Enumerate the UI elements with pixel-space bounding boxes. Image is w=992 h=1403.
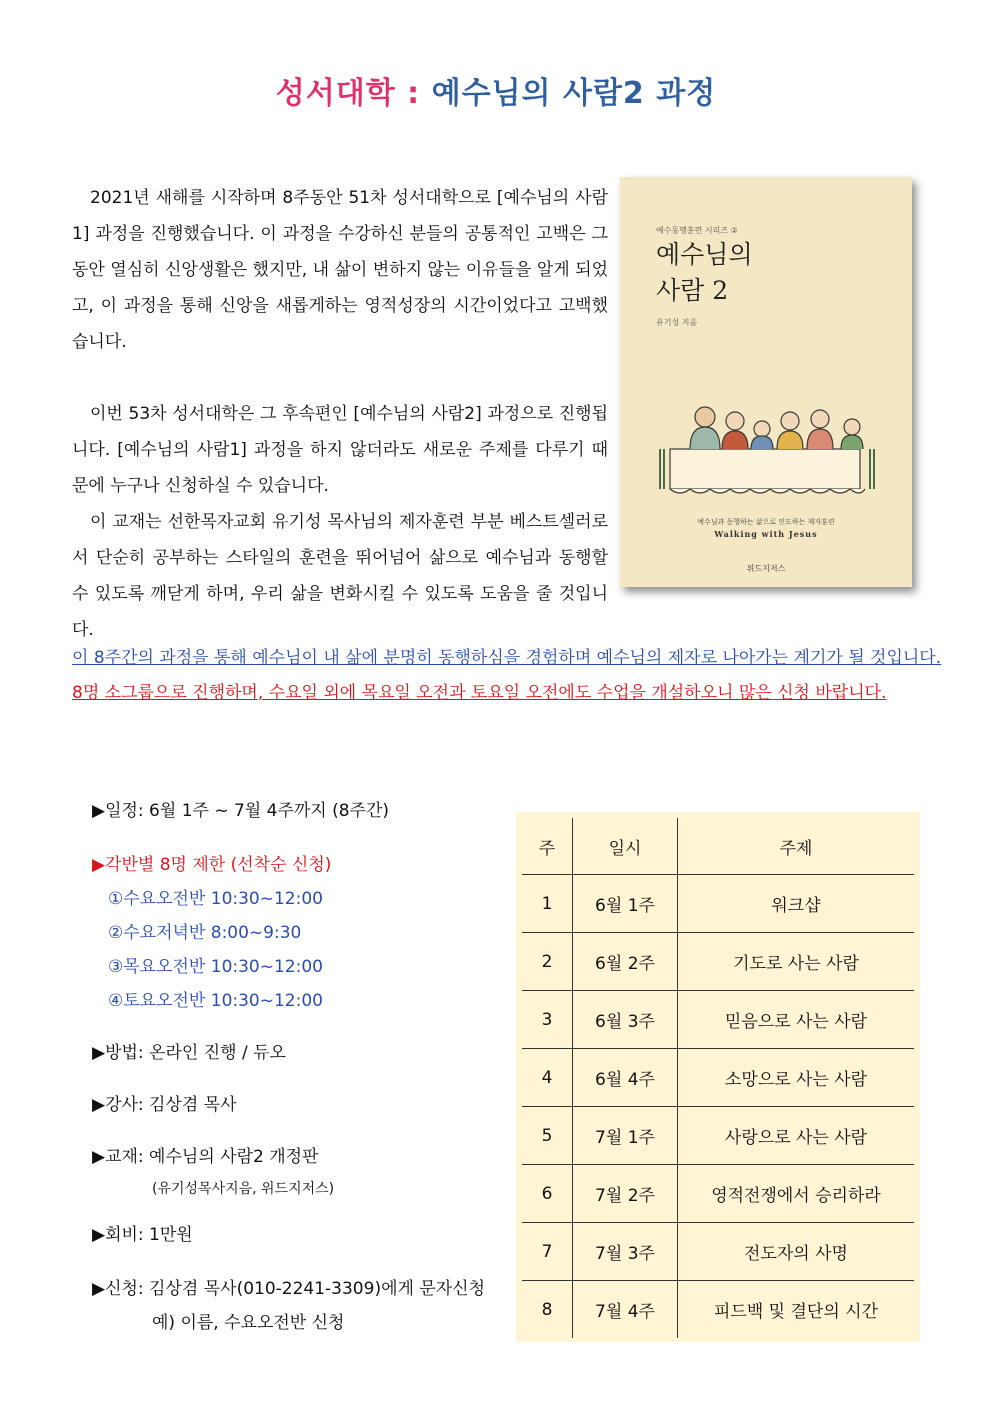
table-cell-week: 8 xyxy=(522,1281,573,1339)
table-cell-topic: 워크샵 xyxy=(678,875,915,933)
table-cell-topic: 소망으로 사는 사람 xyxy=(678,1049,915,1107)
table-cell-week: 1 xyxy=(522,875,573,933)
info-class-2: ②수요저녁반 8:00~9:30 xyxy=(108,923,302,943)
info-textbook: ▶교재: 예수님의 사람2 개정판 xyxy=(92,1147,319,1167)
info-apply: ▶신청: 김상겸 목사(010-2241-3309)에게 문자신청 xyxy=(92,1279,486,1299)
table-cell-date: 7월 1주 xyxy=(573,1107,678,1165)
notice-red: 8명 소그룹으로 진행하며, 수요일 외에 목요일 오전과 토요일 오전에도 수업을 개설하오니 많은 신청 바랍니다. xyxy=(72,683,887,703)
table-cell-topic: 사랑으로 사는 사람 xyxy=(678,1107,915,1165)
table-row xyxy=(522,991,914,1049)
info-class-3: ③목요오전반 10:30~12:00 xyxy=(108,957,323,977)
table-cell-topic: 영적전쟁에서 승리하라 xyxy=(678,1165,915,1223)
table-cell-week: 7 xyxy=(522,1223,573,1281)
table-row xyxy=(522,933,914,991)
info-instructor: ▶강사: 김상겸 목사 xyxy=(92,1095,237,1115)
table-row xyxy=(522,1223,914,1281)
info-method: ▶방법: 온라인 진행 / 듀오 xyxy=(92,1043,286,1063)
book-title-line1: 예수님의 xyxy=(656,240,753,269)
book-title xyxy=(656,237,753,309)
info-textbook-note: (유기성목사지음, 위드지저스) xyxy=(152,1181,335,1197)
table-cell-date: 7월 3주 xyxy=(573,1223,678,1281)
table-cell-topic: 전도자의 사명 xyxy=(678,1223,915,1281)
schedule-table-panel xyxy=(516,812,920,1342)
intro-paragraph-2: 이번 53차 성서대학은 그 후속편인 [예수님의 사람2] 과정으로 진행됩니다. [예수님의 사람1] 과정을 하지 않더라도 새로운 주제를 다루기 때문에 누구나 신청하실 수 있습니다. xyxy=(72,404,608,496)
table-cell-topic: 믿음으로 사는 사람 xyxy=(678,991,915,1049)
table-row xyxy=(522,875,914,933)
book-title-line2: 사람 2 xyxy=(656,276,729,305)
table-header-topic: 주제 xyxy=(779,838,813,859)
notice-blue: 이 8주간의 과정을 통해 예수님이 내 삶에 분명히 동행하심을 경험하며 예수님의 제자로 나아가는 계기가 될 것입니다. xyxy=(72,648,942,668)
table-header-row xyxy=(522,818,914,875)
book-author: 유기성 지음 xyxy=(656,318,698,327)
book-english-title: Walking with Jesus xyxy=(714,529,818,539)
table-row xyxy=(522,1049,914,1107)
table-cell-week: 3 xyxy=(522,991,573,1049)
table-header-week: 주 xyxy=(522,818,573,875)
book-publisher: 위드지저스 xyxy=(746,564,786,573)
book-subtitle: 예수님과 동행하는 삶으로 인도하는 제자훈련 xyxy=(697,518,835,526)
info-class-4: ④토요오전반 10:30~12:00 xyxy=(108,991,323,1011)
info-apply-example: 예) 이름, 수요오전반 신청 xyxy=(152,1313,345,1333)
table-cell-date: 7월 4주 xyxy=(573,1281,678,1339)
table-header-date: 일시 xyxy=(573,818,678,875)
table-row xyxy=(522,1281,914,1339)
intro-paragraph-3: 이 교재는 선한목자교회 유기성 목사님의 제자훈련 부분 베스트셀러로서 단순히 공부하는 스타일의 훈련을 뛰어넘어 삶으로 예수님과 동행할 수 있도록 깨닫게 하며, 우리 삶을 변화시킬 수 있도록 도움을 줄 것입니다. xyxy=(72,512,608,640)
info-fee: ▶회비: 1만원 xyxy=(92,1225,193,1245)
schedule-table xyxy=(522,818,914,1338)
table-cell-date: 6월 1주 xyxy=(573,875,678,933)
book-series: 예수동행훈련 시리즈 ② xyxy=(656,226,738,235)
book-cover-image xyxy=(620,177,912,587)
table-row xyxy=(522,1165,914,1223)
table-cell-date: 7월 2주 xyxy=(573,1165,678,1223)
table-cell-topic: 피드백 및 결단의 시간 xyxy=(678,1281,915,1339)
table-cell-week: 5 xyxy=(522,1107,573,1165)
table-cell-topic: 기도로 사는 사람 xyxy=(678,933,915,991)
title-prefix: 성서대학 : xyxy=(275,76,421,111)
intro-text xyxy=(72,180,608,648)
page-title xyxy=(0,68,992,112)
table-row xyxy=(522,1107,914,1165)
info-schedule: ▶일정: 6월 1주 ~ 7월 4주까지 (8주간) xyxy=(92,801,390,821)
intro-paragraph-1: 2021년 새해를 시작하며 8주동안 51차 성서대학으로 [예수님의 사람1] 과정을 진행했습니다. 이 과정을 수강하신 분들의 공통적인 고백은 그동안 열심히 신앙생활은 했지만, 내 삶이 변하지 않는 이유들을 알게 되었고, 이 과정을 통해 신앙을 새롭게하는 영적성장의 시간이었다고 고백했습니다. xyxy=(72,188,608,352)
table-cell-date: 6월 3주 xyxy=(573,991,678,1049)
table-cell-date: 6월 2주 xyxy=(573,933,678,991)
table-cell-week: 2 xyxy=(522,933,573,991)
title-course: 예수님의 사람2 과정 xyxy=(431,76,717,111)
info-class-1: ①수요오전반 10:30~12:00 xyxy=(108,889,323,909)
table-cell-week: 6 xyxy=(522,1165,573,1223)
book-illustration xyxy=(620,387,912,507)
table-cell-week: 4 xyxy=(522,1049,573,1107)
table-cell-date: 6월 4주 xyxy=(573,1049,678,1107)
info-limit: ▶각반별 8명 제한 (선착순 신청) xyxy=(92,855,332,875)
